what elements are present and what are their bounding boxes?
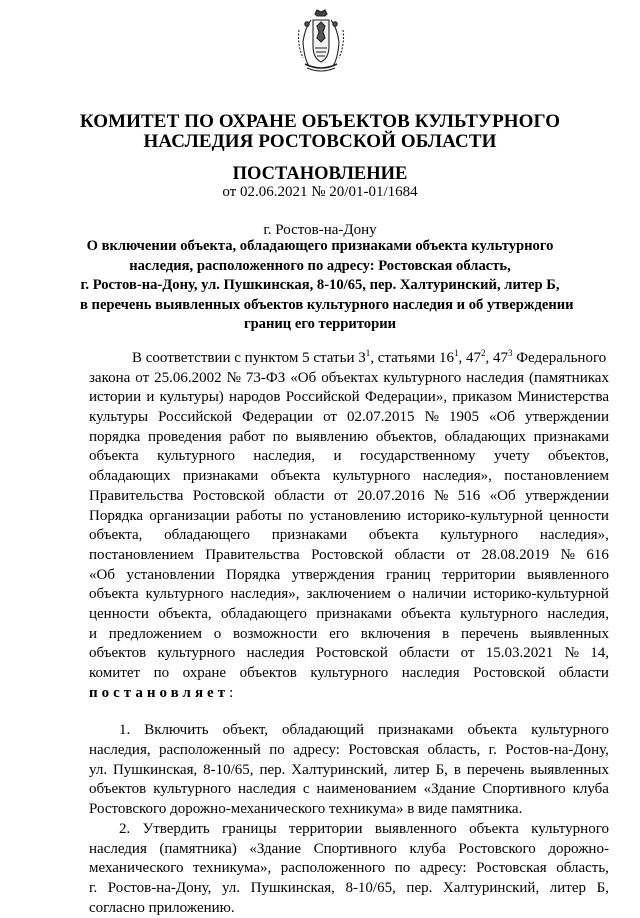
item-line: наследия, расположенный по адресу: Ростовская область, г. Ростов-на-Дону, (89, 742, 609, 759)
preamble-line: закона от 25.06.2002 № 73-ФЗ «Об объектах культурного наследия (памятниках (89, 369, 609, 386)
item-line: 2. Утвердить границы территории выявленного объекта культурного (119, 820, 609, 837)
item-line: Ростовского дорожно-механического техникума» в виде памятника. (89, 801, 523, 818)
preamble-line: и предложением о возможности его включения в перечень выявленных (89, 625, 609, 642)
item-line: механического техникума», расположенного по адресу: Ростовская область, (89, 860, 609, 877)
item-1 (89, 721, 609, 819)
item-line: 1. Включить объект, обладающий признаками объекта культурного (119, 722, 609, 739)
preamble-line: «Об установлении Порядка утверждения границ территории выявленного (89, 566, 609, 583)
preamble-line: объекта, обладающего признаками объекта культурного наследия», (89, 527, 609, 544)
heading-line: г. Ростов-на-Дону, ул. Пушкинская, 8-10/65, пер. Халтуринский, литер Б, (80, 277, 560, 293)
document-date-number: от 02.06.2021 № 20/01-01/1684 (222, 184, 418, 200)
preamble-line: комитет по охране объектов культурного наследия Ростовской области (89, 665, 609, 681)
preamble-line: истории и культуры) народов Российской Федерации», приказом Министерства (89, 389, 609, 406)
preamble-line: обладающих признаками объекта культурного наследия», постановлением (89, 468, 609, 485)
preamble-line: Порядка организации работы по установлению историко-культурной ценности (89, 507, 609, 524)
preamble-line: объекта культурного наследия, и государственному учету объектов, (89, 448, 609, 465)
preamble-line: объекта культурного наследия», заключением о наличии историко-культурной (89, 586, 609, 603)
document-body (89, 349, 609, 918)
heading-line: наследия, расположенного по адресу: Ростовская область, (129, 257, 511, 274)
preamble-paragraph (89, 349, 609, 703)
preamble-line: культуры Российской Федерации от 02.07.2015 № 1905 «Об утверждении (89, 409, 609, 426)
item-2 (89, 820, 609, 918)
document-city: г. Ростов-на-Дону (263, 222, 377, 238)
preamble-line: Правительства Ростовской области от 20.07.2016 № 516 «Об утверждении (89, 487, 609, 504)
decree-line: постановляет: (89, 684, 234, 701)
preamble-line: порядка проведения работ по выявлению объектов, обладающих признаками (89, 428, 609, 445)
item-line: объектов культурного наследия с наименованием «Здание Спортивного клуба (89, 781, 609, 798)
document-type: ПОСТАНОВЛЕНИЕ (232, 164, 408, 184)
preamble-line: объектов культурного наследия Ростовской области от 15.03.2021 № 14, (89, 645, 609, 662)
decree-word: постановляет (89, 684, 230, 701)
heading-line: О включении объекта, обладающего признаками объекта культурного (86, 238, 554, 254)
org-line-1: КОМИТЕТ ПО ОХРАНЕ ОБЪЕКТОВ КУЛЬТУРНОГО (79, 111, 561, 132)
organization-name (60, 112, 580, 152)
preamble-line: постановлением Правительства Ростовской области от 28.08.2019 № 616 (89, 546, 609, 563)
item-line: наследия (памятника) «Здание Спортивного клуба Ростовского дорожно- (89, 840, 609, 857)
item-line: согласно приложению. (89, 899, 235, 916)
item-line: г. Ростов-на-Дону, ул. Пушкинская, 8-10/65, пер. Халтуринский, литер Б, (89, 879, 609, 896)
document-heading (80, 237, 574, 335)
coat-of-arms-emblem (295, 8, 347, 74)
preamble-first-line: В соответствии с пунктом 5 статьи $3^1$, статьями $16^1$, $47^2$, $47^3$ Федерального (132, 348, 607, 366)
preamble-line: ценности объекта, обладающего признаками объекта культурного наследия, (89, 605, 609, 622)
item-line: ул. Пушкинская, 8-10/65, пер. Халтуринский, литер Б, в перечень выявленных (89, 761, 609, 778)
heading-line: в перечень выявленных объектов культурного наследия и об утверждении (80, 296, 574, 313)
heading-line: границ его территории (243, 316, 397, 332)
org-line-2: НАСЛЕДИЯ РОСТОВСКОЙ ОБЛАСТИ (143, 131, 497, 152)
